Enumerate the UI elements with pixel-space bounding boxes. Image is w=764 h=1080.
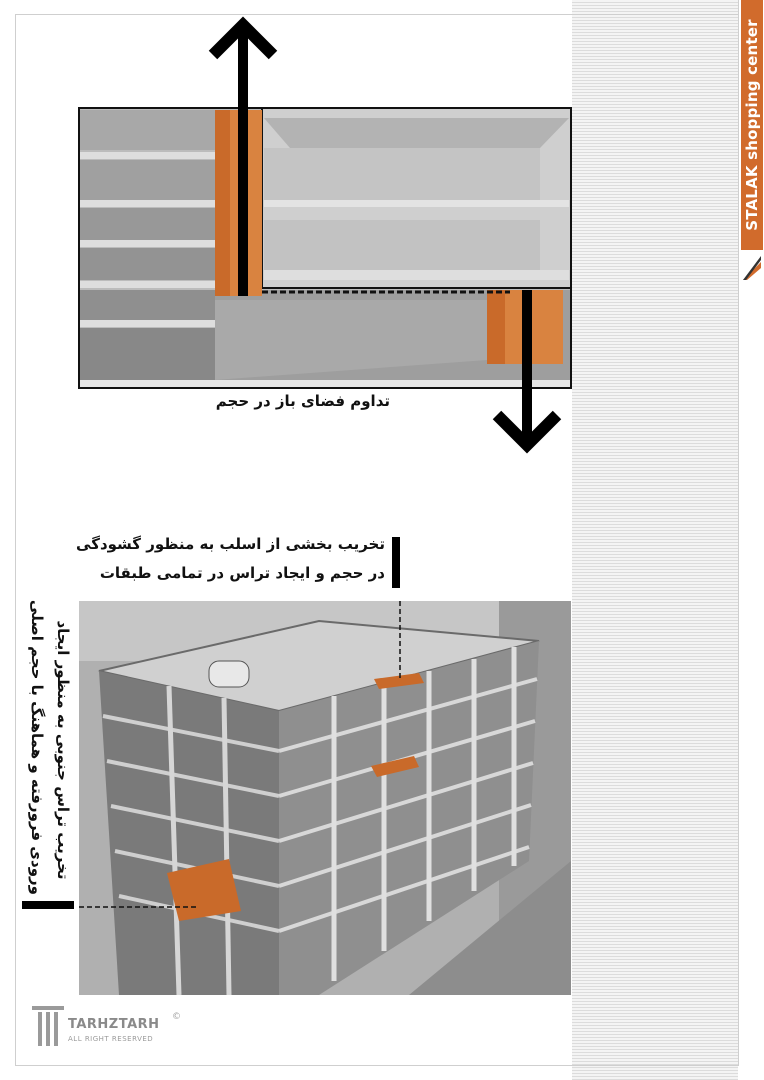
south-terrace-note-line-1: تخریب تراس جنوبی به منظور ایجاد — [54, 620, 72, 880]
south-terrace-marker — [22, 901, 74, 909]
footer-logo — [30, 1004, 190, 1052]
slab-note-line-1: تخریب بخشی از اسلب به منظور گشودگی — [76, 535, 385, 553]
rights-text: ALL RIGHT RESERVED — [68, 1035, 154, 1043]
slab-note-marker — [392, 537, 400, 588]
brand-name: TARHZTARH — [68, 1017, 160, 1032]
section-caption: تداوم فضای باز در حجم — [215, 392, 390, 410]
brand-logo-icon — [30, 1004, 66, 1048]
south-terrace-note — [24, 599, 76, 895]
south-terrace-note-line-2: ورودی فرورفته و هماهنگ با حجم اصلی — [28, 599, 46, 895]
slab-note-line-2: در حجم و ایجاد تراس در تمامی طبقات — [99, 564, 385, 582]
building-photo — [79, 601, 571, 995]
copyright-symbol: © — [172, 1012, 181, 1022]
building-illustration — [79, 601, 571, 995]
title-bar — [738, 0, 764, 285]
corner-logo-icon — [741, 254, 763, 282]
slab-note — [76, 530, 385, 588]
project-title: STALAK shopping center — [743, 19, 761, 231]
